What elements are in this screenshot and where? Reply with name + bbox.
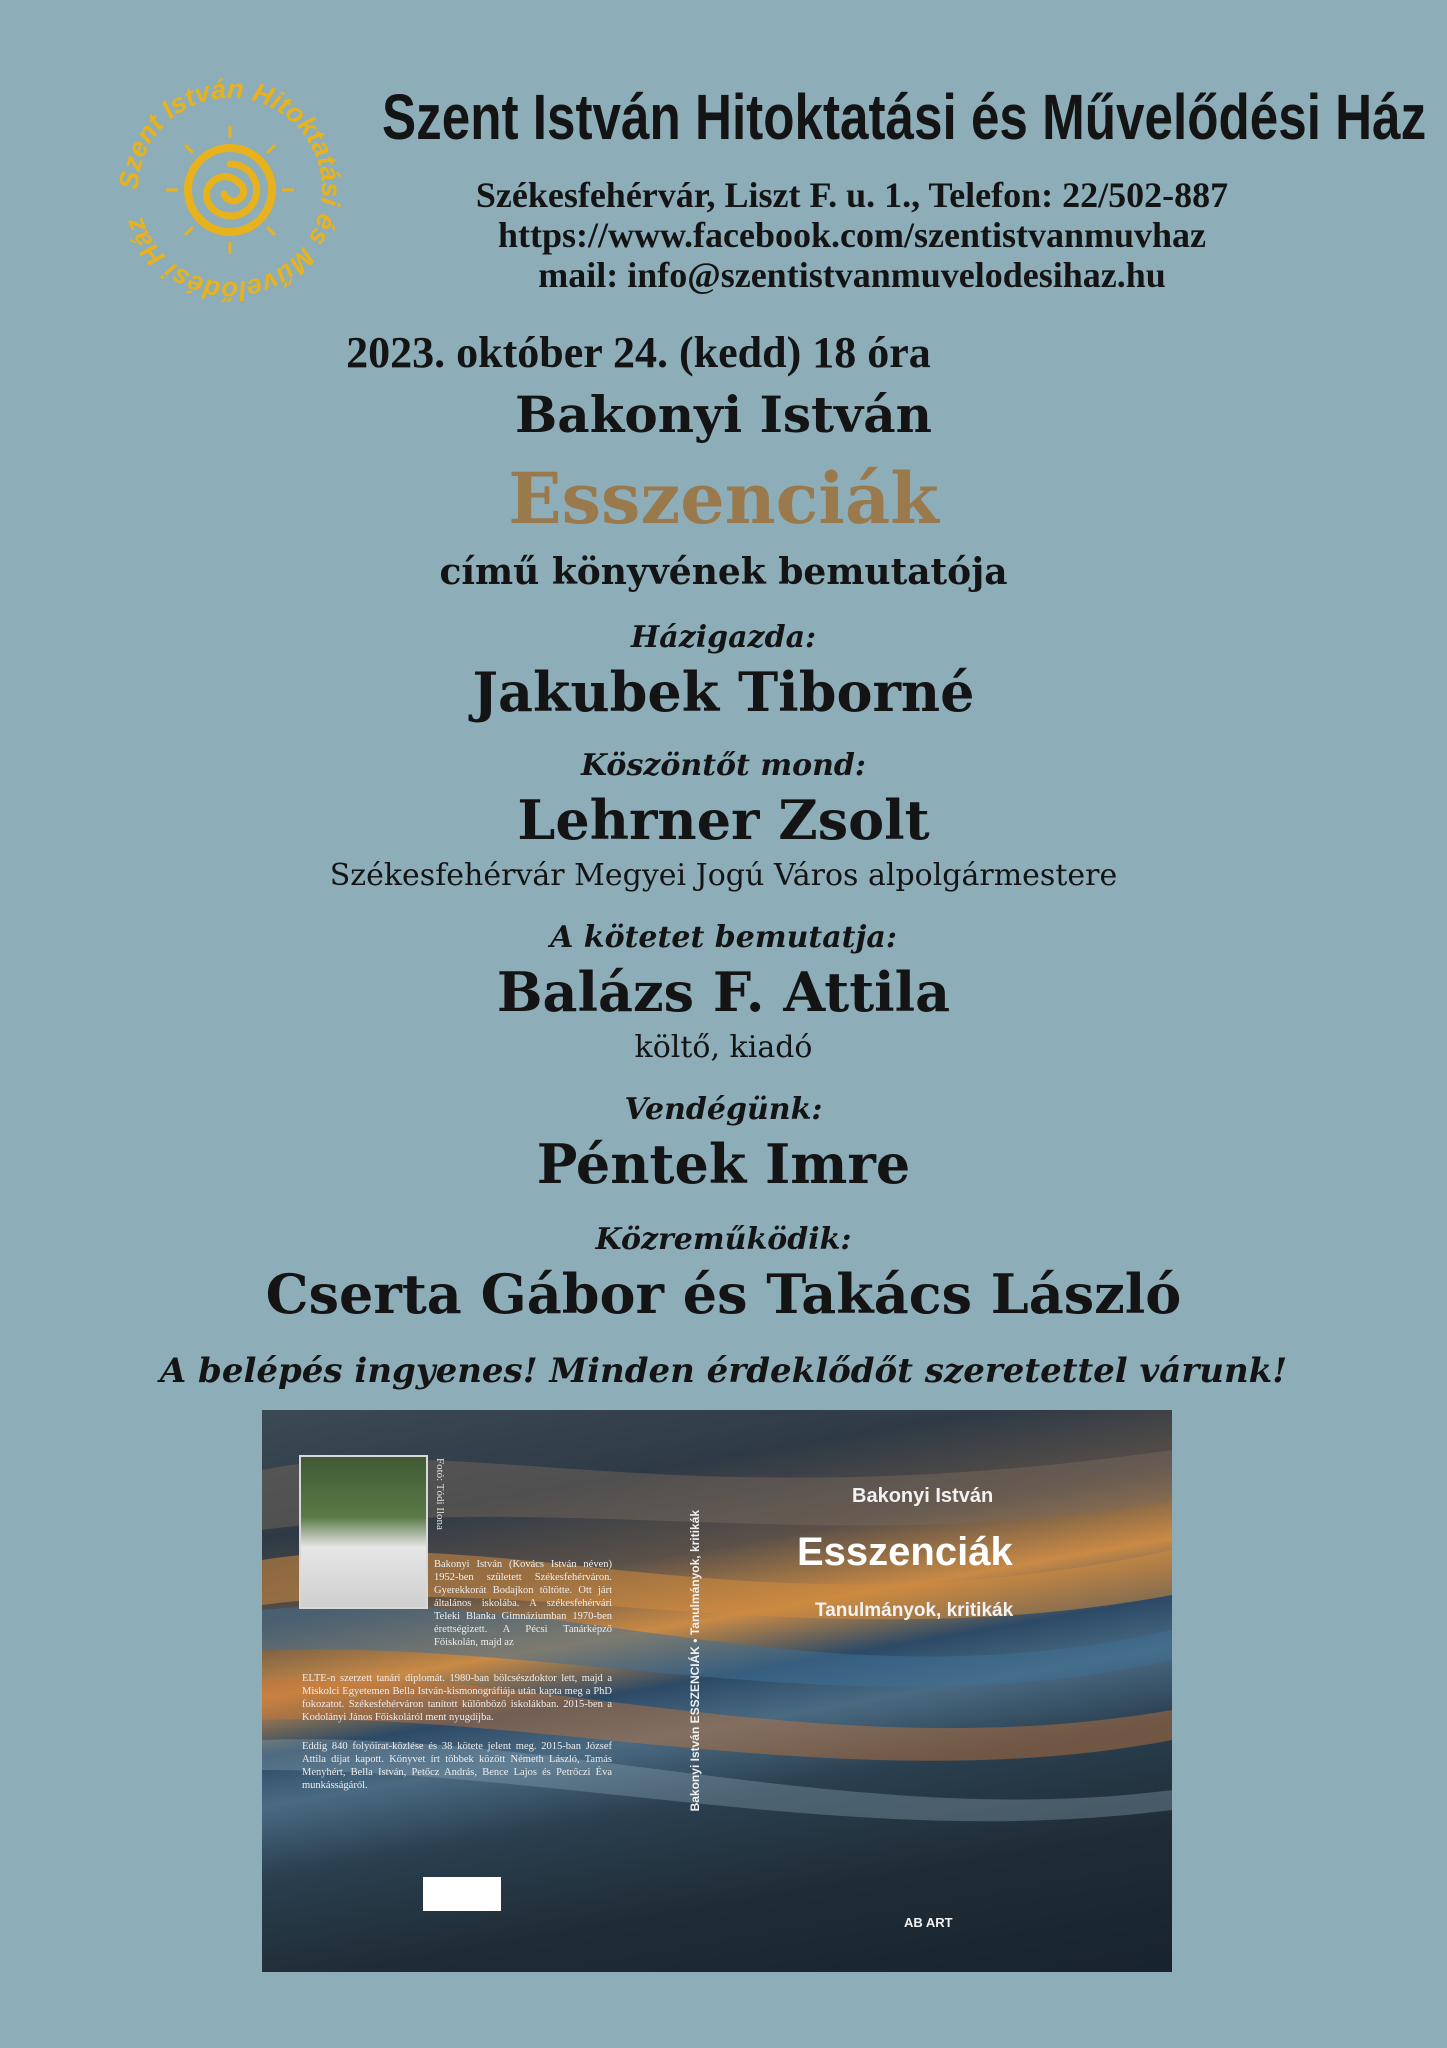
author-name: Bakonyi István bbox=[515, 385, 932, 444]
performers-role-label: Közreműködik: bbox=[595, 1222, 852, 1257]
cover-publisher: AB ART bbox=[904, 1915, 953, 1930]
presenter-title: költő, kiadó bbox=[634, 1030, 813, 1065]
presenter-name: Balázs F. Attila bbox=[496, 960, 951, 1024]
greeting-speaker-title: Székesfehérvár Megyei Jogú Város alpolgármestere bbox=[329, 858, 1118, 893]
svg-text:Szent István Hitoktatási és Mű bbox=[114, 74, 346, 306]
event-date: 2023. október 24. (kedd) 18 óra bbox=[346, 328, 931, 377]
sun-spiral-logo bbox=[100, 60, 360, 320]
photo-credit: Fotó: Tódi Ilona bbox=[434, 1458, 446, 1530]
email-address[interactable]: mail: info@szentistvanmuvelodesihaz.hu bbox=[538, 255, 1166, 295]
cover-subtitle: Tanulmányok, kritikák bbox=[815, 1600, 1014, 1621]
event-subtitle: című könyvének bemutatója bbox=[439, 551, 1008, 593]
host-role-label: Házigazda: bbox=[630, 620, 817, 655]
host-name: Jakubek Tiborné bbox=[472, 660, 975, 724]
author-photo bbox=[299, 1455, 428, 1609]
book-cover-image bbox=[262, 1410, 1172, 1972]
performers-names: Cserta Gábor és Takács László bbox=[265, 1262, 1182, 1326]
logo-ring-text: Szent István Hitoktatási és Művelődési Ház bbox=[113, 73, 347, 307]
facebook-link[interactable]: https://www.facebook.com/szentistvanmuvhaz bbox=[498, 215, 1206, 255]
author-bio-paragraph-1: Bakonyi István (Kovács István néven) 1952-ben született Székesfehérváron. Gyerekkorát Bodajkon töltötte. Ott járt általános iskolába. A székesfehérvári Teleki Blanka Gimnáziumban 1970-ben érettségizett. A Pécsi Tanárképző Főiskolán, majd az bbox=[434, 1559, 612, 1648]
guest-role-label: Vendégünk: bbox=[624, 1092, 823, 1127]
greeting-speaker-name: Lehrner Zsolt bbox=[517, 788, 930, 852]
closing-invitation: A belépés ingyenes! Minden érdeklődőt szeretettel várunk! bbox=[159, 1351, 1288, 1391]
book-title: Esszenciák bbox=[508, 457, 939, 540]
cover-author: Bakonyi István bbox=[852, 1485, 994, 1507]
presenter-role-label: A kötetet bemutatja: bbox=[550, 920, 897, 955]
author-bio-paragraph-2: ELTE-n szerzett tanári diplomát. 1980-ban bölcsészdoktor lett, majd a Miskolci Egyetemen Bella István-kismonográfiája után kapta meg a PhD fokozatot. Székesfehérváron tanított különböző iskolákban. 2015-ben a Kodolányi János Főiskoláról ment nyugdíjba. bbox=[302, 1673, 612, 1723]
author-bio-paragraph-3: Eddig 840 folyóirat-közlése és 38 kötete jelent meg. 2015-ban József Attila díjat kapott. Könyvet írt többek között Németh László, Tamás Menyhért, Bella István, Petőcz András, Bence Lajos és Petrőczi Éva munkásságáról. bbox=[302, 1741, 612, 1791]
greeting-role-label: Köszöntőt mond: bbox=[581, 748, 866, 783]
spine-text: Bakonyi István ESSZENCIÁK • Tanulmányok, kritikák bbox=[688, 1510, 702, 1812]
organization-name: Szent István Hitoktatási és Művelődési Ház bbox=[382, 81, 1427, 153]
guest-name: Péntek Imre bbox=[536, 1132, 911, 1196]
address-phone: Székesfehérvár, Liszt F. u. 1., Telefon: 22/502-887 bbox=[475, 175, 1229, 215]
barcode-box bbox=[423, 1877, 501, 1911]
cover-title: Esszenciák bbox=[797, 1530, 1013, 1574]
book-spine bbox=[688, 1510, 710, 1880]
